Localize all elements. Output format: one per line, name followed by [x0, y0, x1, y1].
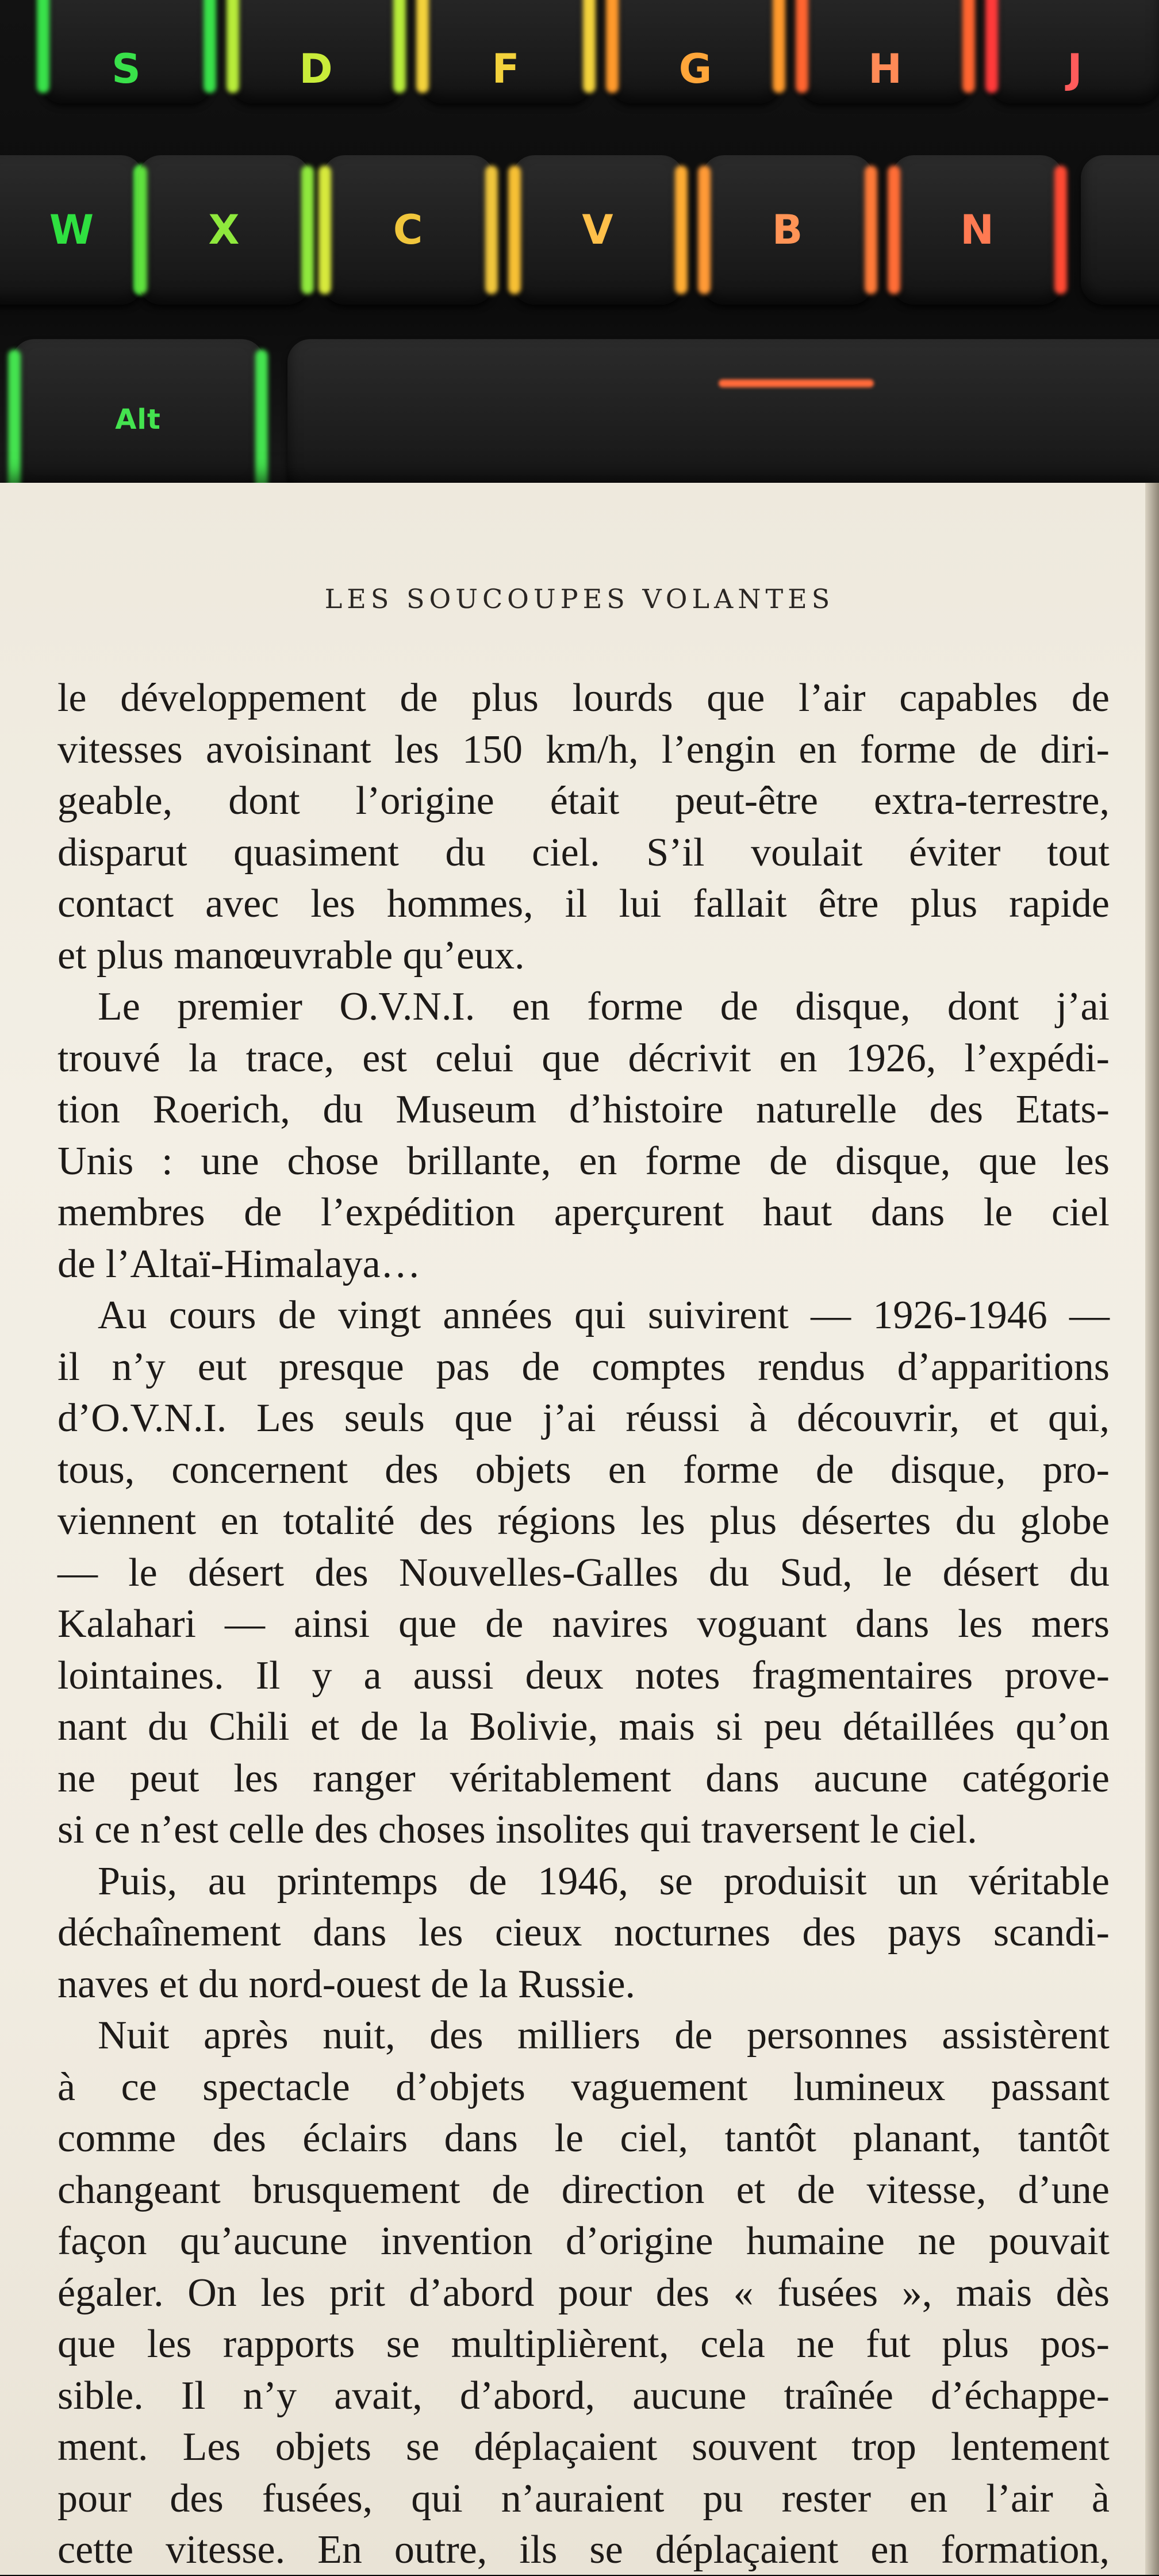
- key-n: [891, 155, 1064, 305]
- text-line: contact avec les hommes, il lui fallait être plus rapide: [57, 882, 1110, 926]
- spacebar: [287, 339, 1159, 500]
- text-line: déchaînement dans les cieux nocturnes des pays scandi-: [57, 1910, 1110, 1955]
- text-line: le développement de plus lourds que l’air capables de: [57, 676, 1110, 720]
- text-line: lointaines. Il y a aussi deux notes fragmentaires prove-: [57, 1653, 1110, 1698]
- key-legend: Alt: [115, 403, 161, 436]
- key-b: [701, 155, 874, 305]
- key-legend: X: [208, 206, 240, 253]
- text-line: Unis : une chose brillante, en forme de disque, que les: [57, 1139, 1110, 1183]
- key-h: [799, 0, 972, 103]
- key-legend: J: [1067, 45, 1083, 93]
- key-legend: D: [299, 45, 333, 93]
- text-line: tous, concernent des objets en forme de disque, pro-: [57, 1447, 1110, 1492]
- text-line: à ce spectacle d’objets vaguement lumineux passant: [57, 2064, 1110, 2109]
- body-text: [57, 672, 1110, 2576]
- key-s: [40, 0, 213, 103]
- text-line: disparut quasiment du ciel. S’il voulait éviter tout: [57, 830, 1110, 875]
- text-line: tion Roerich, du Museum d’histoire naturelle des Etats-: [57, 1087, 1110, 1132]
- key-c: [322, 155, 494, 305]
- key-d: [230, 0, 402, 103]
- key-legend: W: [49, 206, 95, 253]
- text-line: Nuit après nuit, des milliers de personnes assistèrent: [98, 2013, 1110, 2058]
- text-line: Le premier O.V.N.I. en forme de disque, dont j’ai: [98, 985, 1110, 1029]
- key-alt: [11, 339, 264, 500]
- text-line: ment. Les objets se déplaçaient souvent trop lentement: [57, 2425, 1110, 2469]
- keyboard: [0, 0, 1159, 506]
- key-legend: B: [772, 206, 804, 253]
- key-legend: V: [582, 206, 614, 253]
- text-line: Kalahari — ainsi que de navires voguant dans les mers: [57, 1602, 1110, 1646]
- key-legend: S: [112, 45, 141, 93]
- text-line: si ce n’est celle des choses insolites qui traversent le ciel.: [57, 1808, 977, 1852]
- key-legend: N: [960, 206, 995, 253]
- text-line: geable, dont l’origine était peut-être extra-terrestre,: [57, 779, 1110, 823]
- text-line: que les rapports se multiplièrent, cela ne fut plus pos-: [57, 2322, 1110, 2366]
- text-line: de l’Altaï-Himalaya…: [57, 1241, 421, 1286]
- key-f: [420, 0, 592, 103]
- text-line: égaler. On les prit d’abord pour des « fusées », mais dès: [57, 2270, 1110, 2315]
- text-line: et plus manœuvrable qu’eux.: [57, 933, 525, 978]
- spacebar-glow: [719, 379, 874, 387]
- key-legend: G: [678, 45, 713, 93]
- key-j: [989, 0, 1159, 103]
- page-edge: [1145, 483, 1159, 2575]
- text-line: sible. Il n’y avait, d’abord, aucune traînée d’échappe-: [57, 2373, 1110, 2418]
- text-line: — le désert des Nouvelles-Galles du Sud, le désert du: [57, 1550, 1110, 1595]
- text-line: il n’y eut presque pas de comptes rendus d’apparitions: [57, 1344, 1110, 1389]
- text-line: pour des fusées, qui n’auraient pu rester en l’air à: [57, 2476, 1110, 2521]
- text-line: trouvé la trace, est celui que décrivit en 1926, l’expédi-: [57, 1036, 1110, 1081]
- text-line: façon qu’aucune invention d’origine humaine ne pouvait: [57, 2219, 1110, 2263]
- text-line: Puis, au printemps de 1946, se produisit un véritable: [98, 1859, 1110, 1904]
- key-v: [512, 155, 684, 305]
- key-legend: F: [492, 45, 520, 93]
- text-line: nant du Chili et de la Bolivie, mais si peu détaillées qu’on: [57, 1705, 1110, 1749]
- text-line: ne peut les ranger véritablement dans aucune catégorie: [57, 1756, 1110, 1801]
- text-line: Au cours de vingt années qui suivirent — 1926-1946 —: [98, 1293, 1110, 1337]
- running-head: LES SOUCOUPES VOLANTES: [324, 583, 835, 614]
- text-line: comme des éclairs dans le ciel, tantôt planant, tantôt: [57, 2116, 1110, 2160]
- key-legend: H: [868, 45, 903, 93]
- text-line: viennent en totalité des régions les plus désertes du globe: [57, 1499, 1110, 1543]
- text-line: d’O.V.N.I. Les seuls que j’ai réussi à découvrir, et qui,: [57, 1396, 1110, 1440]
- key-x: [138, 155, 310, 305]
- text-line: vitesses avoisinant les 150 km/h, l’engin en forme de diri-: [57, 727, 1110, 772]
- key-m: [1081, 155, 1159, 305]
- key-w: [0, 155, 144, 305]
- key-legend: C: [393, 206, 424, 253]
- text-line: membres de l’expédition aperçurent haut dans le ciel: [57, 1190, 1110, 1235]
- text-line: cette vitesse. En outre, ils se déplaçaient en formation,: [57, 2528, 1110, 2572]
- text-line: naves et du nord-ouest de la Russie.: [57, 1962, 636, 2006]
- text-line: changeant brusquement de direction et de vitesse, d’une: [57, 2167, 1110, 2212]
- key-g: [609, 0, 782, 103]
